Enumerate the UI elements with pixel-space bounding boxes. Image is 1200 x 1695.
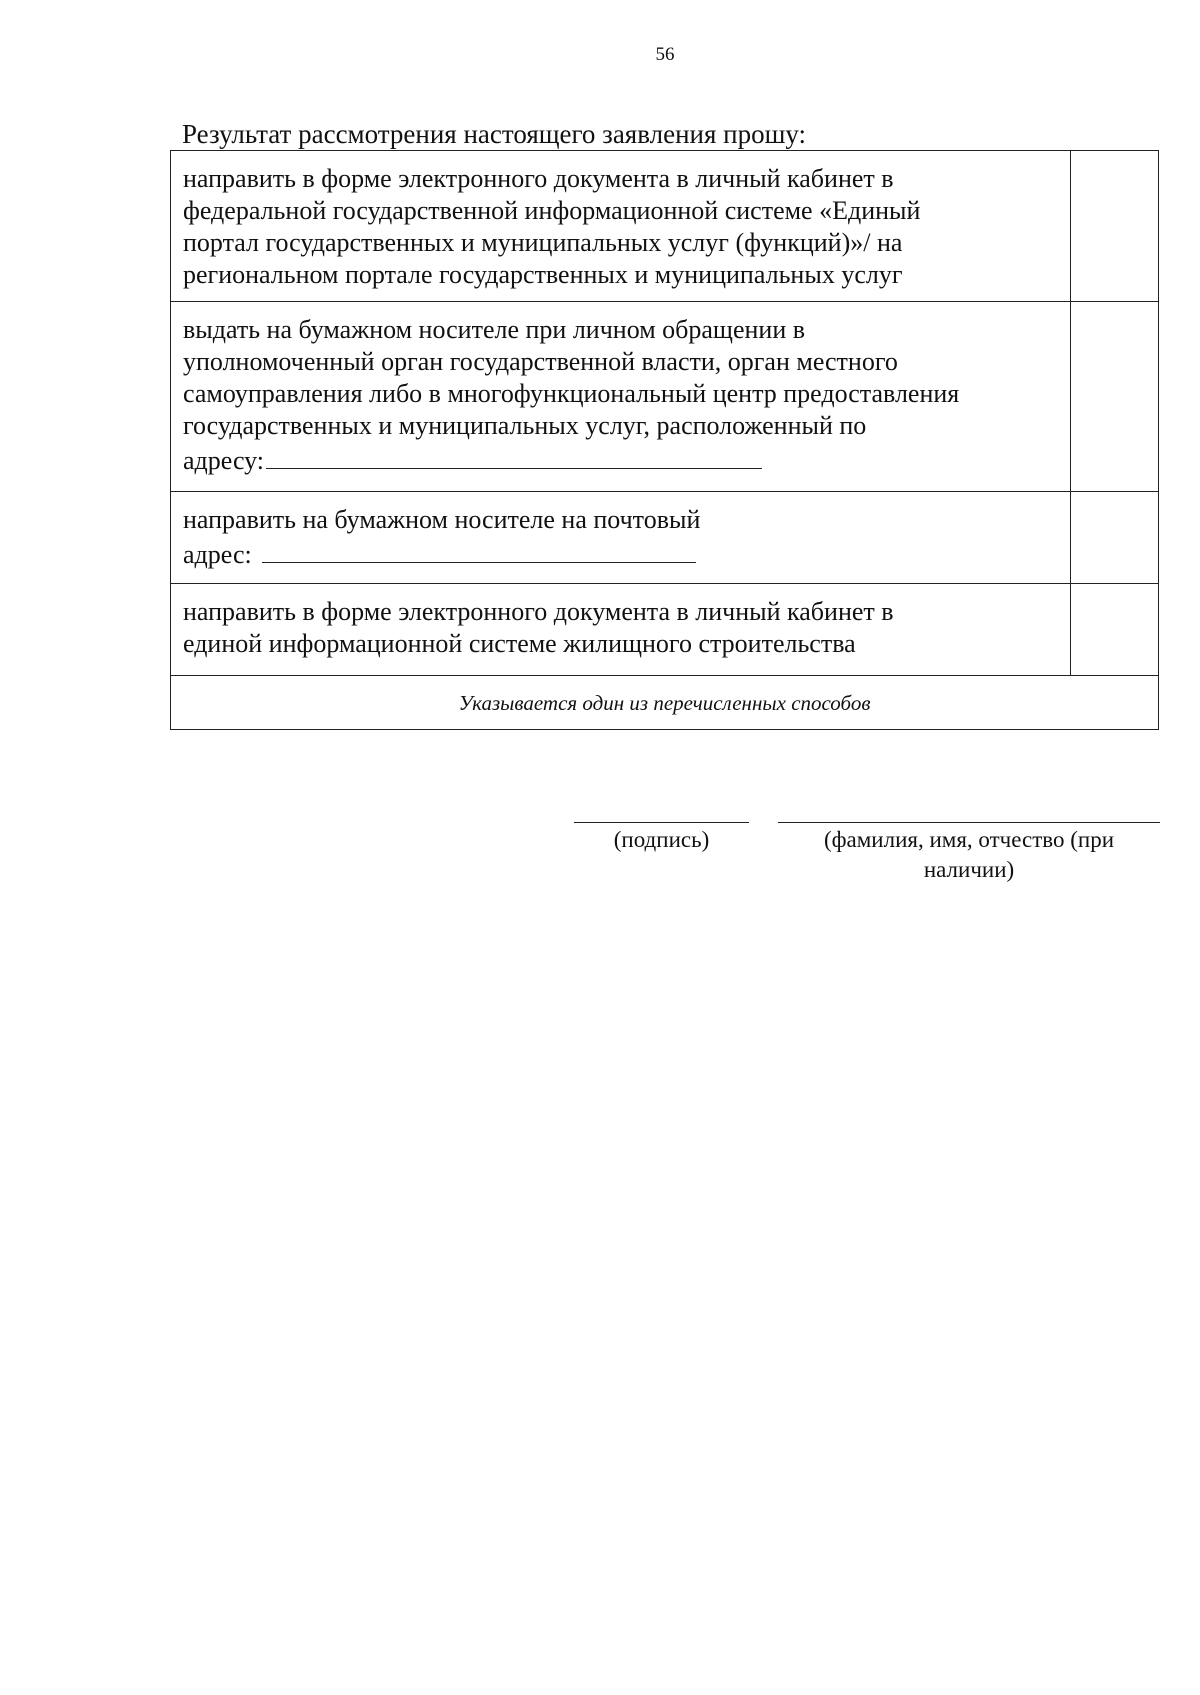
signature-block — [574, 822, 749, 855]
full-name-block — [778, 822, 1160, 885]
option-checkbox-postal[interactable] — [1071, 492, 1159, 584]
option-text-line: единой информационной системе жилищного строительства — [183, 629, 856, 658]
option-row-electronic-housing-system — [171, 584, 1159, 676]
page-number: 56 — [655, 44, 675, 65]
address-field-label: адресу: — [183, 446, 265, 475]
option-text-line: направить в форме электронного документа в личный кабинет в — [183, 164, 894, 193]
option-text-line: региональном портале государственных и муниципальных услуг — [183, 260, 903, 289]
option-text-cell — [171, 492, 1071, 584]
option-text-line: федеральной государственной информационной системе «Единый — [183, 196, 921, 225]
full-name-label — [778, 825, 1160, 885]
option-text-line: самоуправления либо в многофункциональный центр предоставления — [183, 379, 960, 408]
option-text-cell — [171, 151, 1071, 302]
note-row — [171, 676, 1159, 730]
option-text-cell — [171, 584, 1071, 676]
full-name-line[interactable] — [778, 822, 1160, 823]
postal-field-label: адрес: — [183, 540, 252, 569]
postal-address-blank-line[interactable] — [262, 536, 696, 563]
delivery-options-table — [170, 150, 1159, 730]
postal-field-row — [183, 536, 1058, 571]
address-blank-line[interactable] — [266, 442, 762, 469]
option-checkbox-electronic-housing-system[interactable] — [1071, 584, 1159, 676]
note-text: Указывается один из перечисленных способов — [171, 676, 1159, 730]
option-checkbox-paper-in-person[interactable] — [1071, 302, 1159, 492]
full-name-label-line: наличии) — [923, 857, 1015, 882]
option-text-line: направить в форме электронного документа в личный кабинет в — [183, 597, 894, 626]
option-checkbox-electronic-portal[interactable] — [1071, 151, 1159, 302]
option-text-cell — [171, 302, 1071, 492]
option-row-paper-in-person — [171, 302, 1159, 492]
option-text-line: уполномоченный орган государственной власти, орган местного — [183, 347, 898, 376]
option-text-line: выдать на бумажном носителе при личном обращении в — [183, 315, 806, 344]
signature-line[interactable] — [574, 822, 749, 823]
full-name-label-line: (фамилия, имя, отчество (при — [823, 827, 1115, 852]
option-text-line: государственных и муниципальных услуг, расположенный по — [183, 411, 867, 440]
option-text-line: портал государственных и муниципальных услуг (функций)»/ на — [183, 228, 903, 257]
intro-text: Результат рассмотрения настоящего заявления прошу: — [182, 119, 807, 149]
option-text-line: направить на бумажном носителе на почтовый — [183, 505, 701, 534]
option-row-postal — [171, 492, 1159, 584]
address-field-row — [183, 442, 1058, 477]
signature-label: (подпись) — [613, 827, 710, 852]
option-row-electronic-portal — [171, 151, 1159, 302]
